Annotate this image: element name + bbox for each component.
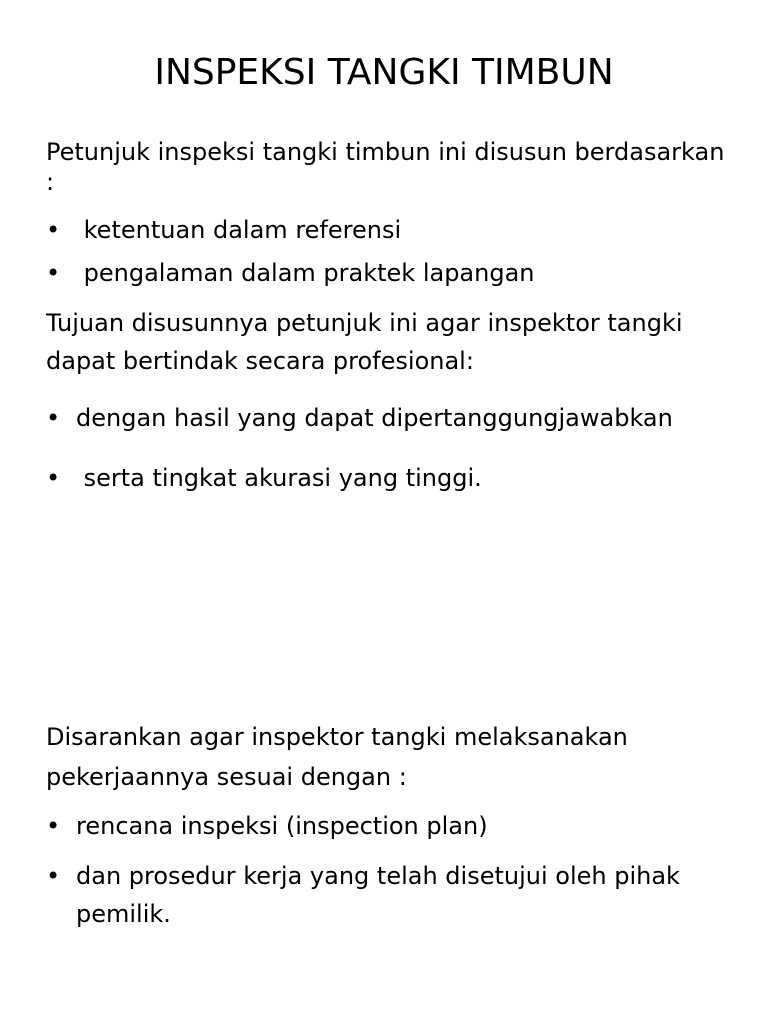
bullet-icon: •	[46, 464, 61, 492]
basis-item-text: pengalaman dalam praktek lapangan	[76, 259, 535, 287]
slide-title: INSPEKSI TANGKI TIMBUN	[154, 52, 614, 93]
purpose-item-text: serta tingkat akurasi yang tinggi.	[76, 464, 482, 492]
purpose-paragraph: Tujuan disusunnya petunjuk ini agar inspektor tangki dapat bertindak secara profesional:	[46, 309, 683, 375]
purpose-item-text: dengan hasil yang dapat dipertanggungjawabkan	[76, 404, 673, 432]
purpose-item-2	[46, 461, 746, 495]
bullet-icon: •	[46, 404, 61, 432]
bullet-icon: •	[46, 259, 61, 287]
basis-item-text: ketentuan dalam referensi	[76, 216, 402, 244]
recommendation-paragraph: Disarankan agar inspektor tangki melaksanakan pekerjaannya sesuai dengan :	[46, 723, 628, 791]
bullet-icon: •	[46, 812, 61, 840]
basis-item-1	[46, 213, 746, 247]
intro-paragraph: Petunjuk inspeksi tangki timbun ini disusun berdasarkan :	[46, 138, 725, 196]
basis-item-2	[46, 256, 746, 290]
recommendation-item-2	[46, 857, 686, 933]
bullet-icon: •	[46, 862, 61, 890]
purpose-item-1	[46, 401, 746, 435]
recommendation-item-1	[46, 809, 746, 843]
recommendation-item-text: dan prosedur kerja yang telah disetujui oleh pihak pemilik.	[76, 862, 680, 928]
recommendation-item-text: rencana inspeksi (inspection plan)	[76, 812, 488, 840]
bullet-icon: •	[46, 216, 61, 244]
